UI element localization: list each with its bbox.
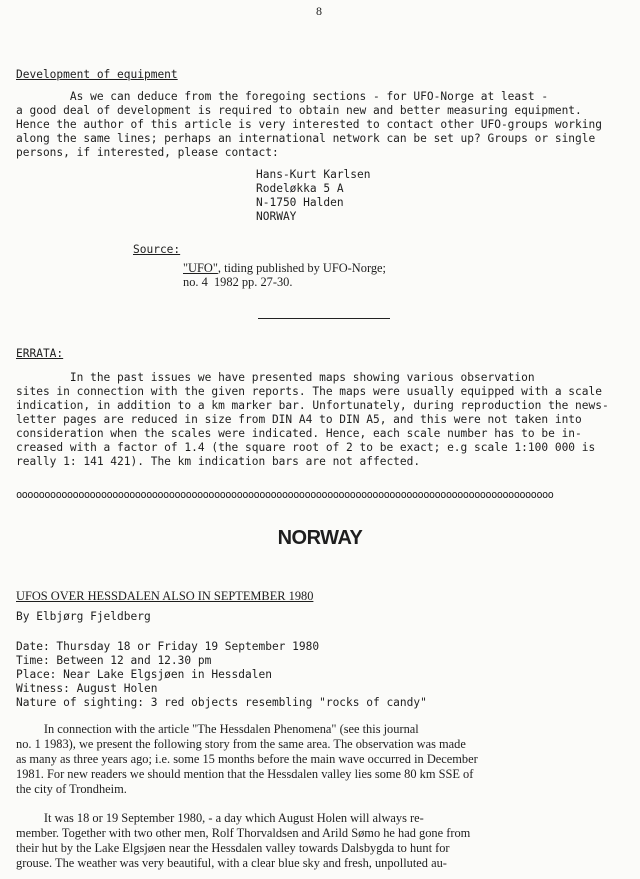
errata-line-1: In the past issues we have presented maps showing various observation: [16, 371, 535, 384]
equipment-line-3: Hence the author of this article is very interested to contact other UFO-groups working: [16, 118, 602, 131]
errata-line-3: indication, in addition to a km marker bar. Unfortunately, during reproduction the news-: [16, 399, 609, 412]
contact-name: Hans-Kurt Karlsen: [256, 168, 371, 181]
page-number: 8: [316, 4, 322, 18]
section-divider: [258, 318, 390, 319]
errata-line-7: really 1: 141 421). The km indication bars are not affected.: [16, 455, 421, 468]
contact-country: NORWAY: [256, 210, 297, 223]
equipment-line-4: along the same lines; perhaps an international network can be set up? Groups or single: [16, 132, 596, 145]
errata-line-6: creased with a factor of 1.4 (the square root of 2 to be exact; e.g scale 1:100 000 is: [16, 441, 596, 454]
source-issue: no. 4 1982 pp. 27-30.: [183, 275, 293, 289]
article-byline: By Elbjørg Fjeldberg: [16, 610, 151, 623]
errata-line-5: consideration when the scales were indicated. Hence, each scale number has to be in-: [16, 427, 582, 440]
para2-line-4: grouse. The weather was very beautiful, with a clear blue sky and fresh, unpolluted au-: [16, 856, 447, 870]
para2-line-3: their hut by the Lake Elgsjøen near the Hessdalen valley towards Dalsbygda to hunt for: [16, 841, 450, 855]
para2-line-2: member. Together with two other men, Rolf Thorvaldsen and Arild Sømo he had gone from: [16, 826, 471, 840]
errata-line-4: letter pages are reduced in size from DIN A4 to DIN A5, and this were not taken into: [16, 413, 582, 426]
equipment-line-2: a good deal of development is required to obtain new and better measuring equipment.: [16, 104, 582, 117]
section-title-norway: NORWAY: [277, 527, 363, 549]
equipment-line-1: As we can deduce from the foregoing sections - for UFO-Norge at least -: [16, 90, 549, 103]
detail-witness: Witness: August Holen: [16, 682, 158, 695]
para1-line-1: In connection with the article "The Hessdalen Phenomena" (see this journal: [16, 722, 419, 736]
equipment-line-5: persons, if interested, please contact:: [16, 146, 279, 159]
para1-line-4: 1981. For new readers we should mention that the Hessdalen valley lies some 80 km SSE of: [16, 767, 474, 781]
para1-line-2: no. 1 1983), we present the following story from the same area. The observation was made: [16, 737, 466, 751]
detail-nature: Nature of sighting: 3 red objects resembling "rocks of candy": [16, 696, 427, 709]
source-citation: [183, 261, 386, 275]
para1-line-5: the city of Trondheim.: [16, 782, 127, 796]
detail-place: Place: Near Lake Elgsjøen in Hessdalen: [16, 668, 272, 681]
source-rest: , tiding published by UFO-Norge;: [217, 261, 386, 275]
o-separator: ooooooooooooooooooooooooooooooooooooooooooooooooooooooooooooooooooooooooooooooooooooooooooooooo: [16, 489, 554, 501]
source-title: "UFO": [183, 261, 218, 275]
detail-date: Date: Thursday 18 or Friday 19 September 1980: [16, 640, 320, 653]
article-title: UFOS OVER HESSDALEN ALSO IN SEPTEMBER 1980: [16, 589, 314, 603]
errata-heading: ERRATA:: [16, 347, 64, 360]
equipment-heading: Development of equipment: [16, 68, 178, 81]
para1-line-3: as many as three years ago; i.e. some 15 months before the main wave occurred in December: [16, 752, 478, 766]
contact-city: N-1750 Halden: [256, 196, 344, 209]
errata-line-2: sites in connection with the given reports. The maps were usually equipped with a scale: [16, 385, 602, 398]
contact-street: Rodeløkka 5 A: [256, 182, 344, 195]
detail-time: Time: Between 12 and 12.30 pm: [16, 654, 212, 667]
para2-line-1: It was 18 or 19 September 1980, - a day which August Holen will always re-: [16, 811, 424, 825]
source-label: Source:: [133, 243, 181, 256]
